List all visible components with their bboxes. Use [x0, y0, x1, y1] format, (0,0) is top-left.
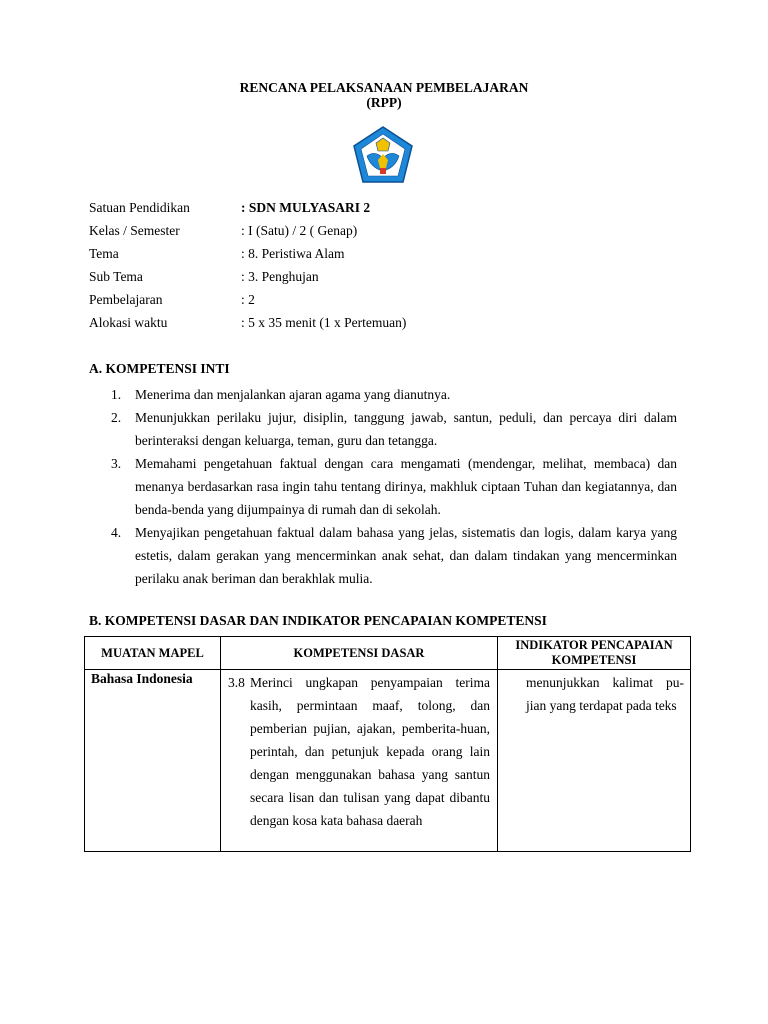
identity-label: Pembelajaran [89, 292, 163, 307]
list-item-number: 1. [111, 387, 122, 402]
identity-value: : 8. Peristiwa Alam [241, 246, 345, 261]
kd-number: 3.8 [228, 675, 245, 690]
tut-wuri-handayani-logo [350, 124, 416, 188]
list-item-text: Menunjukkan perilaku jujur, disiplin, tanggung jawab, santun, peduli, dan percaya diri dalam berinteraksi dengan keluarga, teman, guru dan tetangga. [135, 410, 677, 448]
identity-value: : 3. Penghujan [241, 269, 319, 284]
identity-row [89, 245, 689, 268]
kd-text: Merinci ungkapan penyampaian terima kasih, permintaan maaf, tolong, dan pemberian pujian, ajakan, pemberita-huan, perintah, dan petunjuk kepada orang lain dengan menggunakan bahasa yang santun secara lisan dan tulisan yang dapat dibantu dengan kosa kata bahasa daerah [250, 675, 490, 828]
identity-row [89, 199, 689, 222]
list-item-text: Menerima dan menjalankan ajaran agama yang dianutnya. [135, 387, 451, 402]
identity-value: : I (Satu) / 2 ( Genap) [241, 223, 358, 238]
document-subtitle: (RPP) [366, 95, 402, 110]
column-header-mapel: MUATAN MAPEL [85, 637, 221, 670]
identity-label: Kelas / Semester [89, 223, 180, 238]
indikator-cell [498, 670, 691, 852]
document-title: RENCANA PELAKSANAAN PEMBELAJARAN [239, 80, 529, 95]
section-b-heading: B. KOMPETENSI DASAR DAN INDIKATOR PENCAPAIAN KOMPETENSI [89, 613, 547, 628]
list-item-text: Memahami pengetahuan faktual dengan cara mengamati (mendengar, melihat, membaca) dan menanya berdasarkan rasa ingin tahu tentang dirinya, makhluk ciptaan Tuhan dan kegiatannya, dan benda-benda yang dijumpainya di rumah dan di sekolah. [135, 456, 677, 517]
identity-row [89, 314, 689, 337]
column-header-kd: KOMPETENSI DASAR [221, 637, 498, 670]
list-item [111, 452, 677, 521]
identity-row [89, 268, 689, 291]
competency-table [84, 636, 691, 852]
identity-label: Tema [89, 246, 119, 261]
identity-value: : 5 x 35 menit (1 x Pertemuan) [241, 315, 407, 330]
mapel-cell: Bahasa Indonesia [85, 670, 221, 852]
identity-block [89, 199, 689, 337]
list-item [111, 383, 677, 406]
list-item-number: 4. [111, 525, 122, 540]
table-header-row [85, 637, 691, 670]
section-a-heading: A. KOMPETENSI INTI [89, 361, 230, 376]
identity-row [89, 291, 689, 314]
column-header-indikator: INDIKATOR PENCAPAIAN KOMPETENSI [498, 637, 691, 670]
indikator-text: menunjukkan kalimat pu-jian yang terdapat pada teks [526, 675, 684, 713]
identity-label: Alokasi waktu [89, 315, 168, 330]
list-item-text: Menyajikan pengetahuan faktual dalam bahasa yang jelas, sistematis dan logis, dalam karya yang estetis, dalam gerakan yang mencerminkan anak sehat, dan dalam tindakan yang mencerminkan perilaku anak beriman dan berakhlak mulia. [135, 525, 677, 586]
identity-value: : 2 [241, 292, 255, 307]
identity-row [89, 222, 689, 245]
identity-label: Satuan Pendidikan [89, 200, 190, 215]
list-item [111, 406, 677, 452]
identity-value: : SDN MULYASARI 2 [241, 200, 371, 215]
list-item-number: 3. [111, 456, 122, 471]
kompetensi-inti-list [111, 383, 677, 590]
kd-cell [221, 670, 498, 852]
list-item [111, 521, 677, 590]
table-row [85, 670, 691, 852]
identity-label: Sub Tema [89, 269, 143, 284]
list-item-number: 2. [111, 410, 122, 425]
